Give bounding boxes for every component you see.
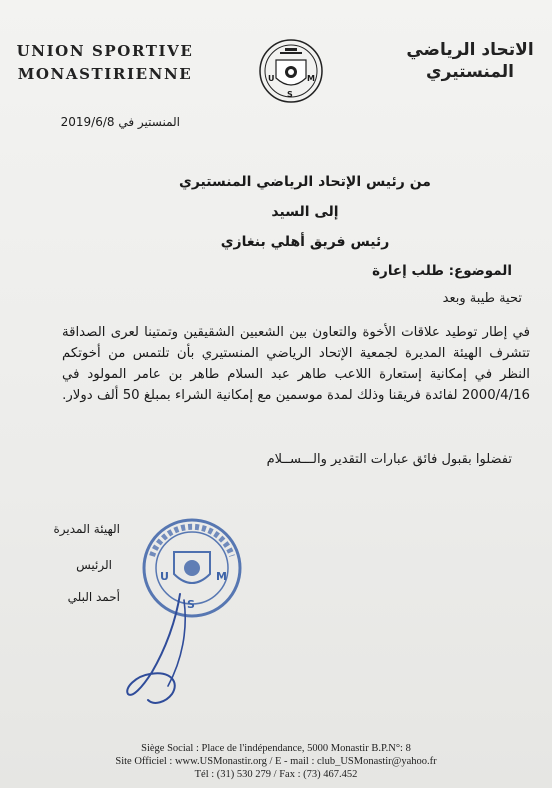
logo-letter-u: U: [268, 74, 275, 83]
date-line: المنستير في 2019/6/8: [60, 115, 180, 129]
club-name-ar-line1: الاتحاد الرياضي: [406, 40, 534, 60]
footer-address: Siège Social : Place de l'indépendance, 5000 Monastir B.P.N°: 8: [141, 743, 411, 754]
club-name-ar-line2: المنستيري: [426, 62, 514, 82]
from-line: من رئيس الإتحاد الرياضي المنستيري: [179, 174, 431, 190]
footer-phone: Tél : (31) 530 279 / Fax : (73) 467.452: [194, 769, 358, 780]
signature-title: الرئيس: [76, 558, 112, 572]
greeting-line: تحية طيبة وبعد: [442, 291, 522, 306]
club-logo: [258, 38, 324, 104]
subject-line: الموضوع: طلب إعارة: [372, 263, 512, 279]
closing-line: تفضلوا بقبول فائق عبارات التقدير والـــســلام: [266, 452, 512, 467]
logo-letter-m: M: [307, 74, 315, 83]
svg-text:S: S: [187, 598, 195, 611]
to-name: رئيس فريق أهلي بنغازي: [220, 234, 390, 250]
body-paragraph: في إطار توطيد علاقات الأخوة والتعاون بين الشعبين الشقيقين وتمتينا لعرى الصداقة تتشرف الهيئة المديرة لجمعية الإتحاد الرياضي المنستيري بأن تلتمس من أخوتكم النظر في إمكانية إستعارة اللاعب طاهر عبد السلام طاهر بن عامر المولود في 2000/4/16 لفائدة فريقنا وذلك لمدة موسمين مع إمكانية الشراء بمبلغ 50 ألف دولار.: [62, 325, 530, 403]
signature-name: أحمد البلي: [67, 590, 120, 604]
svg-text:U: U: [160, 570, 169, 583]
signature-board: الهيئة المديرة: [53, 522, 120, 536]
logo-letter-s: S: [287, 90, 293, 99]
svg-text:M: M: [216, 570, 227, 583]
footer-contact: Site Officiel : www.USMonastir.org / E - mail : club_USMonastir@yahoo.fr: [115, 756, 437, 767]
club-name-fr-line2: MONASTIRIENNE: [17, 65, 193, 83]
handwritten-signature: [110, 590, 220, 710]
club-name-fr-line1: UNION SPORTIVE: [16, 42, 194, 60]
to-label: إلى السيد: [271, 204, 339, 220]
